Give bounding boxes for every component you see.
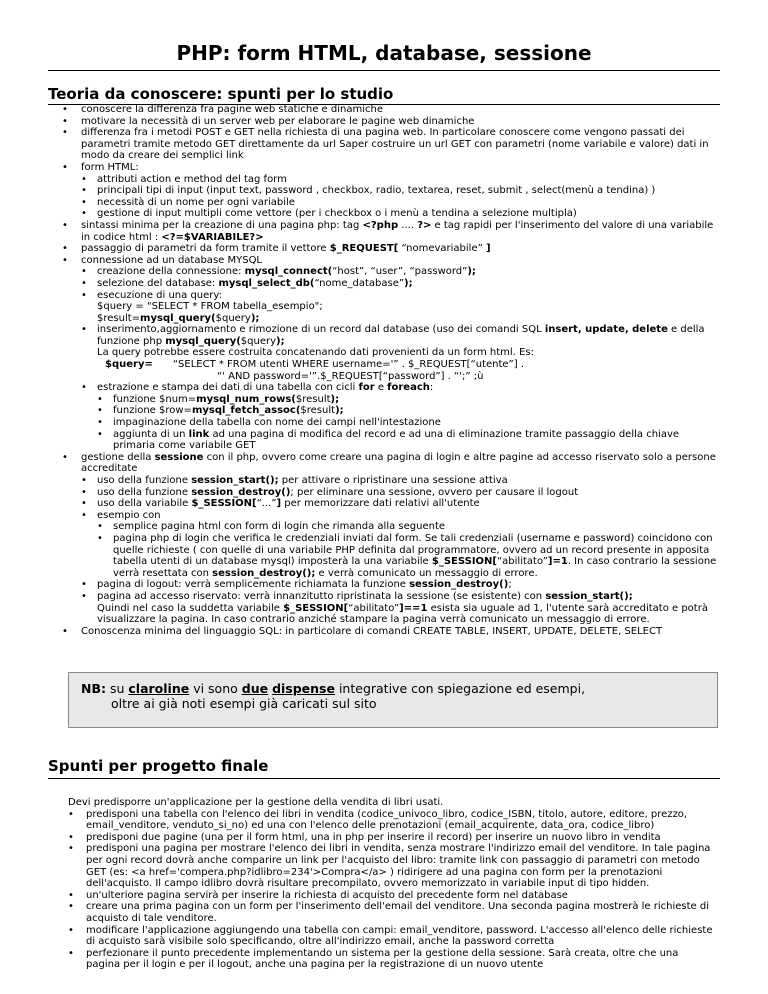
list-item: • un'ulteriore pagina servirà per inserire la richiesta di acquisto del precedente form nel database [68, 890, 714, 902]
theory-list [62, 104, 718, 637]
list-item: • esecuzione di una query: $query = "SELECT * FROM tabella_esempio"; $result=mysql_query($query); [81, 290, 718, 325]
list-item: • gestione della sessione con il php, ovvero come creare una pagina di login e altre pagine ad accesso riservato solo a persone accreditate • uso della funzione session_start(); per attivare o ripristinare una sessione attiva • uso della funzione session_destroy(); per eliminare una sessione, ovvero per causare il logout • uso della variabile $_SESSION[“...”] per memorizzare dati relativi all'utente • esempio con • semplice pagina html con form di login che rimanda alla seguente • pagina php di login che verifica le credenziali inviati dal form. Se tali credenziali (username e password) coincidono con quelle richieste ( con quelle di una variabile PHP definita dal programmatore, ovvero ad un record presente in apposita tabella utenti di un database mysql) imposterà la una variabile $_SESSION[“abilitato”]=1. In caso contrario la sessione verrà resettata con session_destroy(); e verrà comunicato un messaggio di errore. • pagina di logout: verrà semplicemente richiamata la funzione session_destroy(); • pagina ad accesso riservato: verrà innanzitutto ripristinata la sessione (se esistente) con session_start(); Quindi nel caso la suddetta variabile $_SESSION[“abilitato”]==1 esista sia uguale ad 1, l'utente sarà accreditato e potrà visualizzare la pagina. In caso contrario anziché stampare la pagina verrà comunicato un messaggio di errore. [62, 452, 718, 626]
list-item: • pagina ad accesso riservato: verrà innanzitutto ripristinata la sessione (se esistente) con session_start(); Quindi nel caso la suddetta variabile $_SESSION[“abilitato”]==1 esista sia uguale ad 1, l'utente sarà accreditato e potrà visualizzare la pagina. In caso contrario anziché stampare la pagina verrà comunicato un messaggio di errore. [81, 591, 718, 626]
list-item: • perfezionare il punto precedente implementando un sistema per la gestione della sessione. Sarà creata, oltre che una pagina per il login e per il logout, anche una pagina per la registrazione di un nuovo utente [68, 948, 714, 971]
section1-heading: Teoria da conoscere: spunti per lo studio [48, 85, 394, 103]
list-item: • attributi action e method del tag form [81, 174, 718, 186]
list-item: • motivare la necessità di un server web per elaborare le pagine web dinamiche [62, 116, 718, 128]
section2-heading: Spunti per progetto finale [48, 757, 269, 775]
list-item: • predisponi due pagine (una per il form html, una in php per inserire il record) per inserire un nuovo libro in vendita [68, 832, 714, 844]
list-item: • Conoscenza minima del linguaggio SQL: in particolare di comandi CREATE TABLE, INSERT, UPDATE, DELETE, SELECT [62, 626, 718, 638]
list-item: • gestione di input multipli come vettore (per i checkbox o i menù a tendina a selezione multipla) [81, 208, 718, 220]
list-item: • pagina php di login che verifica le credenziali inviati dal form. Se tali credenziali (username e password) coincidono con quelle richieste ( con quelle di una variabile PHP definita dal programmatore, ovvero ad un record presente in apposita tabella utenti di un database mysql) imposterà la una variabile $_SESSION[“abilitato”]=1. In caso contrario la sessione verrà resettata con session_destroy(); e verrà comunicato un messaggio di errore. [97, 533, 718, 579]
list-item: • differenza fra i metodi POST e GET nella richiesta di una pagina web. In particolare conoscere come vengono passati dei parametri tramite metodo GET direttamente da url Saper costruire un url GET con parametri (nome variabile e valore) dati in modo da creare dei semplici link [62, 127, 718, 162]
list-item: • funzione $row=mysql_fetch_assoc($result); [97, 405, 718, 417]
list-item: • creazione della connessione: mysql_connect(“host”, “user”, “password”); [81, 266, 718, 278]
list-item: • creare una prima pagina con un form per l'inserimento dell'email del venditore. Una seconda pagina mostrerà le richieste di acquisto di tale venditore. [68, 901, 714, 924]
nb-note-box [68, 672, 718, 728]
list-item: • passaggio di parametri da form tramite il vettore $_REQUEST[ “nomevariabile” ] [62, 243, 718, 255]
nb-line-2: oltre ai già noti esempi già caricati sul sito [111, 696, 377, 711]
list-item: • predisponi una pagina per mostrare l'elenco dei libri in vendita, senza mostrare l'indirizzo email del venditore. In tale pagina per ogni record dovrà anche comparire un link per l'acquisto del libro: tramite link con passaggio di parametri con metodo GET (es: <a href='compera.php?idlibro=234'>Compra</a> ) ridirigere ad una pagina con form per la prenotazioni dell'acquisto. Il campo idlibro dovrà risultare precompilato, ovvero memorizzato in variabile input di tipo hidden. [68, 843, 714, 889]
list-item: • form HTML: • attributi action e method del tag form • principali tipi di input (input text, password , checkbox, radio, textarea, reset, submit , select(menù a tendina) ) • necessità di un nome per ogni variabile • gestione di input multipli come vettore (per i checkbox o i menù a tendina a selezione multipla) [62, 162, 718, 220]
list-item: • selezione del database: mysql_select_db(“nome_database”); [81, 278, 718, 290]
list-item: • predisponi una tabella con l'elenco dei libri in vendita (codice_univoco_libro, codice_ISBN, titolo, autore, editore, prezzo, email_venditore, venduto_si_no) ed una con l'elenco delle prenotazioni (email_acquirente, data_ora, codice_libro) [68, 809, 714, 832]
project-list [68, 809, 714, 971]
list-item: • uso della variabile $_SESSION[“...”] per memorizzare dati relativi all'utente [81, 498, 718, 510]
page-title: PHP: form HTML, database, sessione [176, 41, 592, 65]
list-item: • uso della funzione session_destroy(); per eliminare una sessione, ovvero per causare il logout [81, 487, 718, 499]
list-item: • necessità di un nome per ogni variabile [81, 197, 718, 209]
list-item: • sintassi minima per la creazione di una pagina php: tag <?php .... ?> e tag rapidi per l'inserimento del valore di una variabile in codice html : <?=$VARIABILE?> [62, 220, 718, 243]
list-item: • inserimento,aggiornamento e rimozione di un record dal database (uso dei comandi SQL insert, update, delete e della funzione php mysql_query($query); La query potrebbe essere costruita concatenando dati provenienti da un form html. Es: $query= “SELECT * FROM utenti WHERE username='” . $_REQUEST[“utente”] . “' AND password='”.$_REQUEST[“password”] . “';” ;ù [81, 324, 718, 382]
section2-rule [48, 778, 720, 779]
list-item: • estrazione e stampa dei dati di una tabella con cicli for e foreach: • funzione $num=mysql_num_rows($result); • funzione $row=mysql_fetch_assoc($result); • impaginazione della tabella con nome dei campi nell'intestazione • aggiunta di un link ad una pagina di modifica del record e ad una di eliminazione tramite passaggio della chiave primaria come variabile GET [81, 382, 718, 452]
nb-label: NB: [81, 681, 106, 696]
list-item: • principali tipi di input (input text, password , checkbox, radio, textarea, reset, submit , select(menù a tendina) ) [81, 185, 718, 197]
list-item: • aggiunta di un link ad una pagina di modifica del record e ad una di eliminazione tramite passaggio della chiave primaria come variabile GET [97, 429, 718, 452]
project-intro: Devi predisporre un'applicazione per la gestione della vendita di libri usati. [68, 797, 444, 808]
list-item: • semplice pagina html con form di login che rimanda alla seguente [97, 521, 718, 533]
list-item: • uso della funzione session_start(); per attivare o ripristinare una sessione attiva [81, 475, 718, 487]
list-item: • modificare l'applicazione aggiungendo una tabella con campi: email_venditore, password. L'accesso all'elenco delle richieste di acquisto sarà visibile solo specificando, oltre all'indirizzo email, anche la password corretta [68, 925, 714, 948]
claroline-link: claroline [128, 681, 190, 696]
title-rule [48, 70, 720, 71]
list-item: • funzione $num=mysql_num_rows($result); [97, 394, 718, 406]
nb-line-1: NB: su claroline vi sono due dispense integrative con spiegazione ed esempi, [81, 681, 586, 696]
list-item: • connessione ad un database MYSQL • creazione della connessione: mysql_connect(“host”, “user”, “password”); • selezione del database: mysql_select_db(“nome_database”); • esecuzione di una query: $query = "SELECT * FROM tabella_esempio"; $result=mysql_query($query); • inserimento,aggiornamento e rimozione di un record dal database (uso dei comandi SQL insert, update, delete e della funzione php mysql_query($query); La query potrebbe essere costruita concatenando dati provenienti da un form html. Es: $query= “SELECT * FROM utenti WHERE username='” . $_REQUEST[“utente”] . “' AND password='”.$_REQUEST[“password”] . “';” ;ù • estrazione e stampa dei dati di una tabella con cicli for e foreach: • funzione $num=mysql_num_rows($result); • funzione $row=mysql_fetch_assoc($result); • impaginazione della tabella con nome dei campi nell'intestazione • aggiunta di un link ad una pagina di modifica del record e ad una di eliminazione tramite passaggio della chiave primaria come variabile GET [62, 255, 718, 452]
list-item: • conoscere la differenza fra pagine web statiche e dinamiche [62, 104, 718, 116]
project-section [68, 797, 714, 971]
list-item: • pagina di logout: verrà semplicemente richiamata la funzione session_destroy(); [81, 579, 718, 591]
list-item: • esempio con • semplice pagina html con form di login che rimanda alla seguente • pagina php di login che verifica le credenziali inviati dal form. Se tali credenziali (username e password) coincidono con quelle richieste ( con quelle di una variabile PHP definita dal programmatore, ovvero ad un record presente in apposita tabella utenti di un database mysql) imposterà la una variabile $_SESSION[“abilitato”]=1. In caso contrario la sessione verrà resettata con session_destroy(); e verrà comunicato un messaggio di errore. [81, 510, 718, 580]
list-item: • impaginazione della tabella con nome dei campi nell'intestazione [97, 417, 718, 429]
